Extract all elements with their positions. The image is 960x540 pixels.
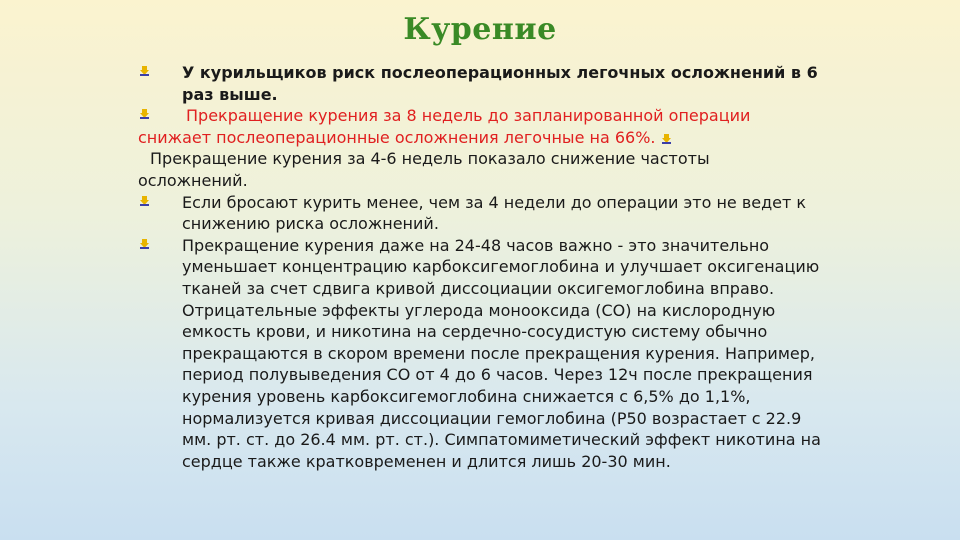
ribbon-arrow-icon <box>140 196 149 206</box>
paragraph-text-line2: снижает послеоперационные осложнения легочные на 66%. <box>138 127 656 147</box>
ribbon-arrow-icon <box>140 109 149 119</box>
bullet-smokers-risk <box>138 62 828 105</box>
bullet-quit-4-6-weeks <box>138 148 828 191</box>
bullet-24-48-hours <box>138 235 828 473</box>
slide-content <box>138 62 828 472</box>
bullet-quit-8-weeks <box>138 105 828 148</box>
paragraph-text: Если бросают курить менее, чем за 4 недели до операции это не ведет к снижению риска осложнений. <box>182 192 807 234</box>
paragraph-text: Прекращение курения даже на 24-48 часов важно - это значительно уменьшает концентрацию карбоксигемоглобина и улучшает оксигенацию тканей за счет сдвига кривой диссоциации оксигемоглобина вправо. Отрицательные эффекты углерода монооксида (СО) на кислородную емкость крови, и никотина на сердечно-сосудистую систему обычно прекращаются в скором времени после прекращения курения. Например, период полувыведения СО от 4 до 6 часов. Через 12ч после прекращения курения уровень карбоксигемоглобина снижается с 6,5% до 1,1%, нормализуется кривая диссоциации гемоглобина (Р50 возрастает с 22.9 мм. рт. ст. до 26.4 мм. рт. ст.). Симпатомиметический эффект никотина на сердце также кратковременен и длится лишь 20-30 мин. <box>182 235 821 471</box>
ribbon-arrow-icon <box>140 239 149 249</box>
slide-title: Курение <box>403 12 557 47</box>
paragraph-text-line2: осложнений. <box>138 170 248 190</box>
paragraph-text: У курильщиков риск послеоперационных легочных осложнений в 6 раз выше. <box>182 63 818 104</box>
paragraph-text-line1: Прекращение курения за 8 недель до запланированной операции <box>186 106 751 126</box>
ribbon-arrow-icon <box>662 134 671 144</box>
ribbon-arrow-icon <box>140 66 149 76</box>
bullet-less-than-4-weeks <box>138 192 828 235</box>
paragraph-text-line1: Прекращение курения за 4-6 недель показало снижение частоты <box>150 149 710 169</box>
